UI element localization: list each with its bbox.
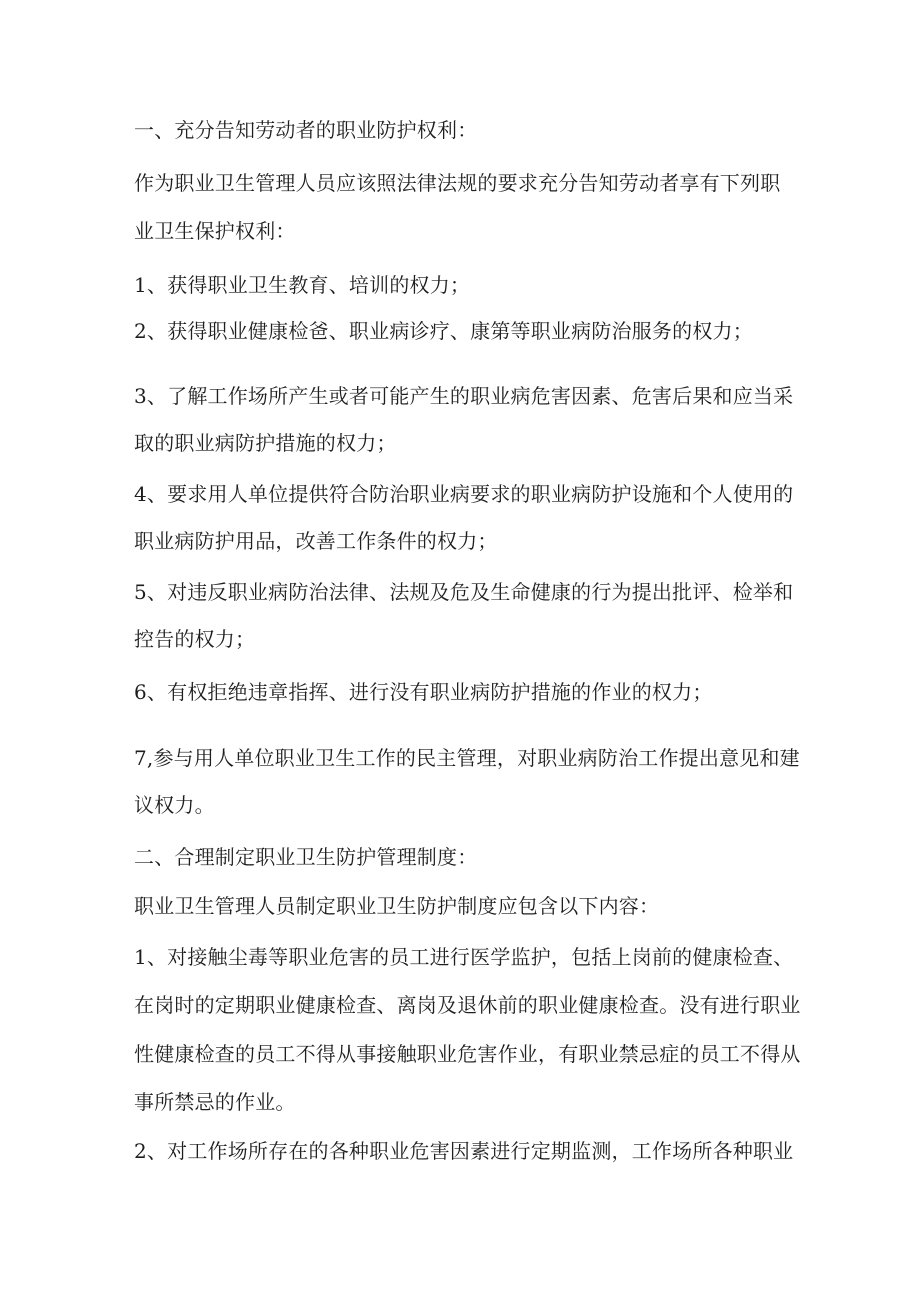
section-1-item-7: 7,参与用人单位职业卫生工作的民主管理，对职业病防治工作提出意见和建 [134,746,800,770]
section-1-item-2: 2、获得职业健康检爸、职业病诊疗、康第等职业病防治服务的权力； [134,319,753,343]
section-1-item-5-continued: 控告的权力； [134,627,256,651]
section-1-intro-line: 业卫生保护权利： [134,219,296,243]
section-1-item-3-continued: 取的职业病防护措施的权力； [134,431,397,455]
section-1-item-1: 1、获得职业卫生教育、培训的权力； [134,273,471,297]
section-1-item-4-continued: 职业病防护用品，改善工作条件的权力； [134,529,498,553]
section-2-item-1-continued: 在岗时的定期职业健康检查、离岗及退休前的职业健康检查。没有进行职业 [134,993,801,1017]
section-1-item-7-continued: 议权力。 [134,793,215,817]
section-1-intro-line: 作为职业卫生管理人员应该照法律法规的要求充分告知劳动者享有下列职 [134,171,781,195]
section-2-item-1: 1、对接触尘毒等职业危害的员工进行医学监护，包括上岗前的健康检查、 [134,945,794,969]
section-1-heading: 一、充分告知劳动者的职业防护权利： [134,118,478,142]
section-2-item-2: 2、对工作场所存在的各种职业危害因素进行定期监测，工作场所各种职业 [134,1139,794,1163]
section-2-intro-line: 职业卫生管理人员制定职业卫生防护制度应包含以下内容： [134,894,660,918]
section-2-item-1-continued: 事所禁忌的作业。 [134,1090,296,1114]
section-1-item-3: 3、了解工作场所产生或者可能产生的职业病危害因素、危害后果和应当采 [134,384,794,408]
section-1-item-4: 4、要求用人单位提供符合防治职业病要求的职业病防护设施和个人使用的 [134,482,794,506]
section-1-item-5: 5、对违反职业病防治法律、法规及危及生命健康的行为提出批评、检举和 [134,580,794,604]
section-2-heading: 二、合理制定职业卫生防护管理制度： [134,845,478,869]
section-2-item-1-continued: 性健康检查的员工不得从事接触职业危害作业，有职业禁忌症的员工不得从 [134,1042,801,1066]
section-1-item-6: 6、有权拒绝违章指挥、进行没有职业病防护措施的作业的权力； [134,680,713,704]
